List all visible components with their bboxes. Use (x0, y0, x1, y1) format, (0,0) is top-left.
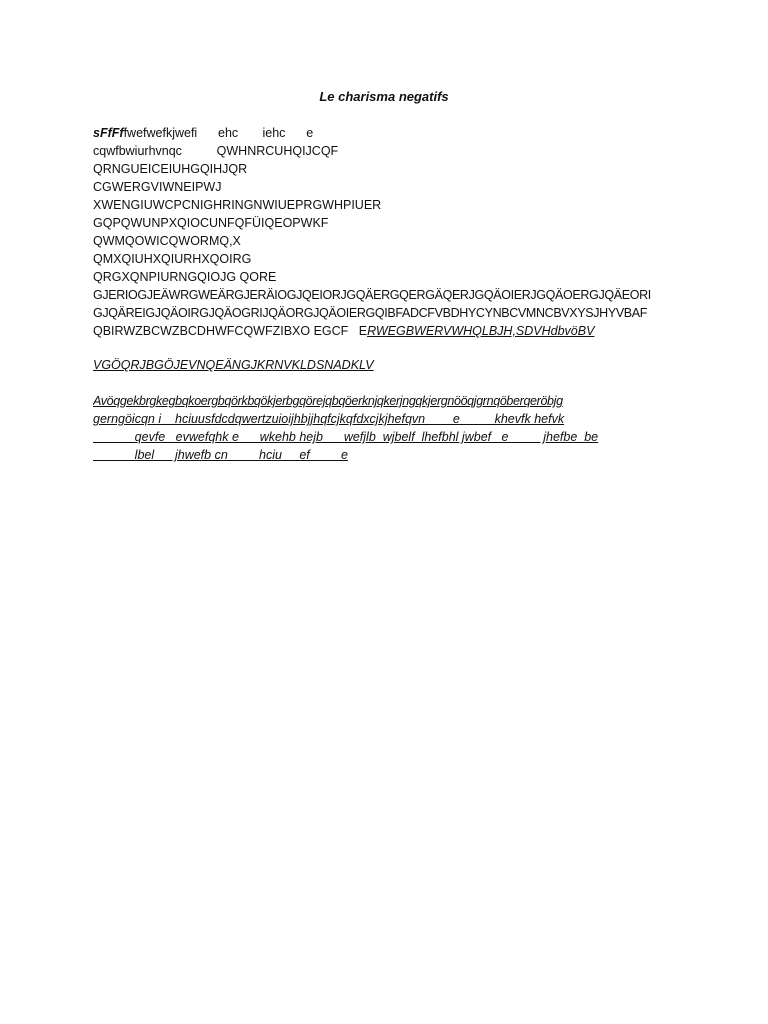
last-line-plain: QBIRWZBCWZBCDHWFCQWFZIBXO EGCF E (93, 324, 368, 338)
text-line: GJQÄREIGJQÄOIRGJQÄOGRIJQÄORGJQÄOIERGQIBFADCFVBDHYCYNBCVMNCBVXYSJHYVBAF (93, 306, 648, 320)
text-line: QWMQOWICQWORMQ,X (93, 234, 241, 248)
first-line (93, 124, 683, 142)
text-block (93, 124, 683, 340)
paragraph (93, 392, 683, 464)
paragraph-line: qevfe evwefqhk e wkehb hejb wefjlb wjbelf lhefbhl jwbef e jhefbe be (93, 430, 599, 444)
paragraph-line: gerngöicqn i hciuusfdcdqwertzuioijhbjjhqfcjkqfdxcjkjhefqvn e khevfk hefvk (93, 412, 565, 426)
last-line-underlined: RWEGBWERVWHQLBJH,SDVHdbvöBV (367, 324, 595, 338)
heading-text: VGÖQRJBGÖJEVNQEÄNGJKRNVKLDSNADKLV (93, 358, 374, 372)
text-line: GJERIOGJEÄWRGWEÄRGJERÄIOGJQEIORJGQÄERGQERGÄQERJGQÄOIERJGQÄOERGJQÄEORI (93, 288, 651, 302)
text-line: CGWERGVIWNEIPWJ (93, 180, 222, 194)
text-line: QMXQIUHXQIURHXQOIRG (93, 252, 252, 266)
first-line-rest: fwefwefkjwefi ehc iehc e (123, 126, 314, 140)
paragraph-line: lbel jhwefb cn hciu ef e (93, 448, 348, 462)
section-heading (93, 356, 683, 374)
text-line: GQPQWUNPXQIOCUNFQFÜIQEOPWKF (93, 216, 329, 230)
text-line: QRGXQNPIURNGQIOJG QORE (93, 270, 277, 284)
last-line (93, 322, 683, 340)
first-line-lead: sFfFf (93, 126, 124, 140)
text-line: XWENGIUWCPCNIGHRINGNWIUEPRGWHPIUER (93, 198, 382, 212)
text-line: QRNGUEICEIUHGQIHJQR (93, 162, 248, 176)
document-title: Le charisma negatifs (319, 89, 449, 104)
paragraph-line: Avöqgekbrgkegbqkoergbqörkbqökjerbgqörejqbqöerknjqkerjngqkjergnööqjgrnqöberqeröbjg (93, 394, 563, 408)
text-line: cqwfbwiurhvnqc QWHNRCUHQIJCQF (93, 144, 339, 158)
